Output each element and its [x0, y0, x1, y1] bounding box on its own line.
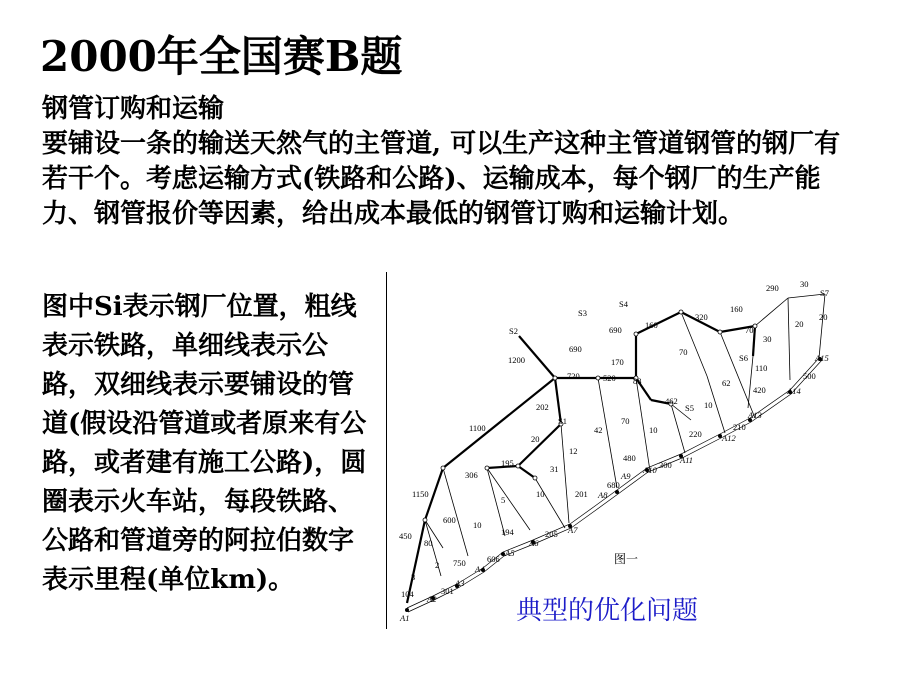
plant-label: S2	[509, 326, 518, 336]
distance-label: 62	[722, 378, 731, 388]
distance-label: 306	[465, 470, 478, 480]
distance-label: 70	[621, 416, 630, 426]
distance-label: 20	[531, 434, 540, 444]
distance-label: 210	[733, 422, 746, 432]
distance-label: 88	[633, 376, 642, 386]
station-label: A14	[787, 386, 801, 396]
vertical-divider	[386, 272, 387, 629]
distance-label: 202	[536, 402, 549, 412]
plant-label: S1	[558, 416, 567, 426]
station-label: A15	[815, 353, 829, 363]
distance-label: 70	[679, 347, 688, 357]
distance-label: 201	[575, 489, 588, 499]
figure-explanation: 图中Si表示钢厂位置，粗线表示铁路，单细线表示公路，双细线表示要铺设的管道(假设沿管道或者原来有公路，或者建有施工公路)，圆圈表示火车站，每段铁路、公路和管道旁的阿拉伯数字表示里程(单位km)。	[42, 292, 367, 595]
distance-label: 5	[501, 495, 506, 505]
figure-label: 图一	[614, 552, 639, 566]
distance-label: 160	[730, 304, 743, 314]
plant-label: S3	[578, 308, 587, 318]
distance-label: 690	[569, 344, 582, 354]
distance-label: 2	[435, 560, 440, 570]
station-label: A3	[455, 578, 465, 588]
distance-label: 606	[487, 554, 500, 564]
distance-label: 195	[501, 458, 514, 468]
problem-description: 要铺设一条的输送天然气的主管道, 可以生产这种主管道钢管的钢厂有若干个。考虑运输方式(铁路和公路)、运输成本，每个钢厂的生产能力、钢管报价等因素，给出成本最低的钢管订购和运输计划。	[42, 129, 841, 229]
distance-label: 20	[819, 312, 828, 322]
distance-label: 290	[766, 283, 779, 293]
station-label: A7	[568, 525, 578, 535]
distance-label: 220	[689, 429, 702, 439]
distance-label: 690	[609, 325, 622, 335]
distance-label: 10	[649, 425, 658, 435]
distance-label: 170	[611, 357, 624, 367]
station-label: A12	[722, 433, 736, 443]
plant-label: S6	[739, 353, 748, 363]
distance-label: 10	[473, 520, 482, 530]
distance-label: 301	[441, 586, 454, 596]
distance-label: 3	[411, 572, 416, 582]
distance-label: 20	[795, 319, 804, 329]
distance-label: 205	[545, 529, 558, 539]
station-label: A2	[427, 594, 437, 604]
distance-label: 1200	[508, 355, 525, 365]
plant-label: S5	[685, 403, 694, 413]
distance-label: 42	[594, 425, 603, 435]
distance-label: 600	[443, 515, 456, 525]
distance-label: 80	[424, 538, 433, 548]
distance-label: 104	[401, 589, 414, 599]
distance-label: 70	[745, 325, 754, 335]
distance-label: 420	[753, 385, 766, 395]
distance-label: 300	[659, 460, 672, 470]
distance-label: 160	[645, 320, 658, 330]
distance-label: 520	[603, 373, 616, 383]
station-label: A10	[643, 465, 657, 475]
distance-label: 30	[800, 279, 809, 289]
station-label: A11	[680, 455, 694, 465]
distance-label: 194	[501, 527, 514, 537]
distance-label: 680	[607, 480, 620, 490]
station-label: A4	[475, 564, 485, 574]
distance-label: 1100	[469, 423, 486, 433]
distance-label: 1150	[412, 489, 429, 499]
distance-label: 750	[453, 558, 466, 568]
slide-title: 2000年全国赛B题	[40, 32, 403, 81]
station-label: A8	[598, 490, 608, 500]
plant-label: S7	[820, 288, 829, 298]
distance-label: 12	[569, 446, 578, 456]
station-label: A6	[529, 538, 539, 548]
station-label: A9	[621, 471, 631, 481]
distance-label: 10	[704, 400, 713, 410]
distance-label: 500	[803, 371, 816, 381]
distance-label: 110	[755, 363, 768, 373]
station-label: A13	[748, 410, 762, 420]
pipeline-network-diagram	[395, 278, 845, 630]
station-label: A5	[505, 548, 515, 558]
station-label: A1	[400, 613, 410, 623]
problem-subtitle: 钢管订购和运输	[42, 94, 225, 124]
train-stations	[423, 310, 757, 522]
problem-statement	[42, 92, 862, 232]
distance-label: 320	[695, 312, 708, 322]
distance-label: 720	[567, 371, 580, 381]
distance-label: 462	[665, 396, 678, 406]
slide-caption: 典型的优化问题	[516, 596, 699, 626]
plant-label: S4	[619, 299, 628, 309]
distance-label: 480	[623, 453, 636, 463]
distance-label: 10	[536, 489, 545, 499]
distance-label: 31	[550, 464, 559, 474]
distance-label: 30	[763, 334, 772, 344]
distance-label: 450	[399, 531, 412, 541]
